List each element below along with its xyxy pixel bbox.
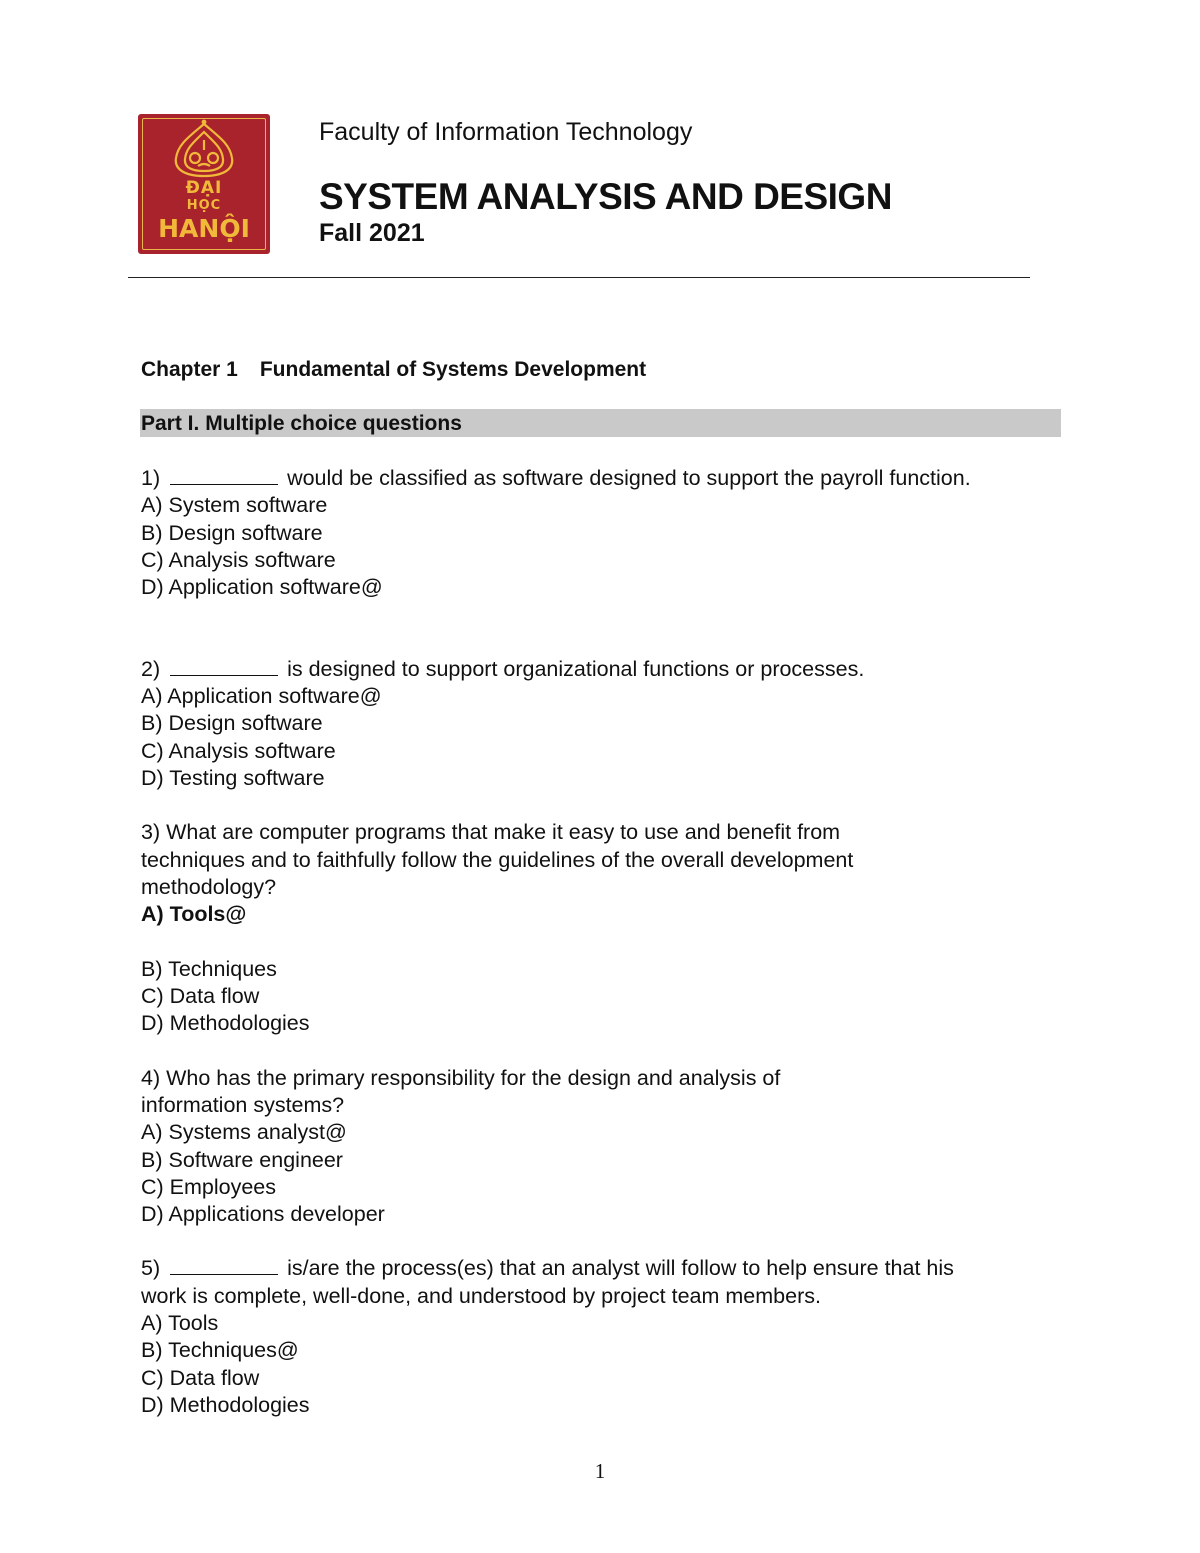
option-c: C) Data flow bbox=[141, 984, 260, 1009]
logo-text-line2: HỌC bbox=[186, 198, 222, 213]
option-a: A) Systems analyst@ bbox=[141, 1120, 347, 1145]
option-c: C) Data flow bbox=[141, 1365, 260, 1390]
option-b: B) Design software bbox=[141, 520, 323, 545]
page-number: 1 bbox=[594, 1459, 606, 1483]
option-d: D) Application software@ bbox=[141, 575, 383, 600]
option-d: D) Methodologies bbox=[141, 1011, 310, 1036]
lotus-emblem-icon bbox=[138, 114, 270, 184]
option-a: A) Application software@ bbox=[141, 684, 382, 709]
question-2 bbox=[141, 656, 1061, 792]
chapter-heading bbox=[141, 358, 646, 382]
option-b: B) Software engineer bbox=[141, 1147, 343, 1172]
logo-text-line1: ĐẠI bbox=[185, 178, 223, 198]
question-stem: 2) is designed to support organizational functions or processes. bbox=[141, 656, 865, 681]
question-5 bbox=[141, 1255, 1061, 1419]
question-3 bbox=[141, 819, 1061, 1037]
option-c: C) Analysis software bbox=[141, 738, 336, 763]
question-stem-line2: techniques and to faithfully follow the guidelines of the overall development bbox=[141, 847, 854, 872]
header-divider bbox=[128, 277, 1030, 278]
question-stem-line1: 5) is/are the process(es) that an analyst will follow to help ensure that his bbox=[141, 1256, 954, 1281]
option-d: D) Testing software bbox=[141, 765, 325, 790]
faculty-name: Faculty of Information Technology bbox=[319, 118, 693, 146]
question-stem-line1: 3) What are computer programs that make it easy to use and benefit from bbox=[141, 820, 841, 845]
option-b: B) Design software bbox=[141, 711, 323, 736]
part-heading: Part I. Multiple choice questions bbox=[140, 409, 1061, 437]
option-spacer bbox=[141, 928, 1061, 955]
answer-blank bbox=[170, 658, 278, 676]
logo-text-line3: HANỘI bbox=[158, 214, 250, 243]
option-c: C) Employees bbox=[141, 1174, 277, 1199]
university-logo bbox=[138, 114, 270, 254]
question-stem-line2: work is complete, well-done, and understood by project team members. bbox=[141, 1283, 821, 1308]
option-a: A) System software bbox=[141, 493, 328, 518]
option-d: D) Applications developer bbox=[141, 1202, 385, 1227]
answer-blank bbox=[170, 467, 278, 485]
answer-blank bbox=[170, 1257, 278, 1275]
question-stem-line1: 4) Who has the primary responsibility for the design and analysis of bbox=[141, 1065, 781, 1090]
option-b: B) Techniques@ bbox=[141, 1338, 299, 1363]
question-1 bbox=[141, 465, 1061, 629]
question-stem-line2: information systems? bbox=[141, 1092, 345, 1117]
option-c: C) Analysis software bbox=[141, 547, 336, 572]
option-a: A) Tools bbox=[141, 1311, 219, 1336]
question-4 bbox=[141, 1065, 1061, 1229]
question-list bbox=[141, 465, 1061, 1446]
question-spacer bbox=[141, 601, 1061, 628]
chapter-title: Fundamental of Systems Development bbox=[259, 358, 647, 381]
question-stem: 1) would be classified as software designed to support the payroll function. bbox=[141, 466, 971, 490]
course-title: SYSTEM ANALYSIS AND DESIGN bbox=[319, 176, 892, 217]
option-a: A) Tools@ bbox=[141, 902, 247, 927]
chapter-number: Chapter 1 bbox=[141, 358, 238, 381]
question-stem-line3: methodology? bbox=[141, 874, 277, 899]
option-b: B) Techniques bbox=[141, 956, 277, 981]
term-label: Fall 2021 bbox=[319, 219, 425, 247]
option-d: D) Methodologies bbox=[141, 1392, 310, 1417]
